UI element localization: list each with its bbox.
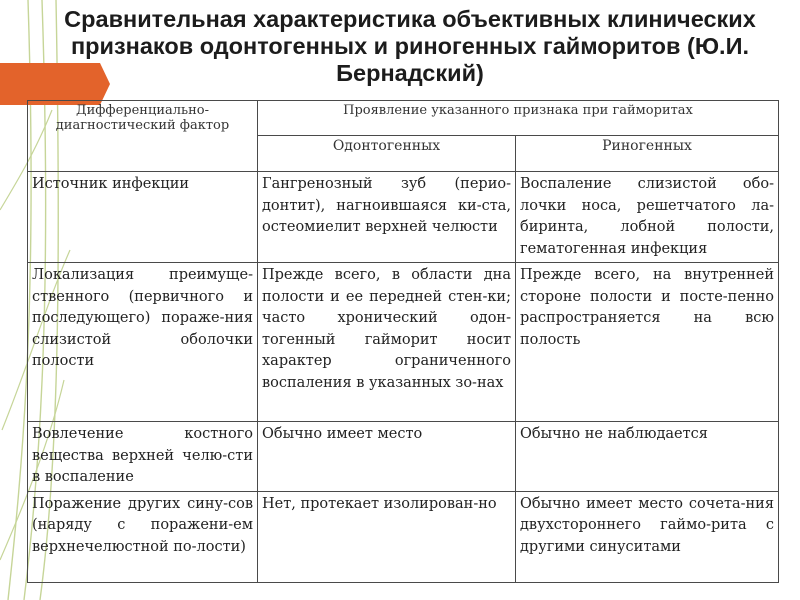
row-factor-cell: Вовлечение костного вещества верхней челю-сти в воспаление — [28, 422, 258, 492]
row-rhinogenic-cell: Обычно не наблюдается — [516, 422, 779, 492]
row-odontogenic-cell: Обычно имеет место — [258, 422, 516, 492]
table-row — [28, 172, 779, 263]
row-factor-cell: Поражение других сину-сов (наряду с поражени-ем верхнечелюстной по-лости) — [28, 491, 258, 582]
comparison-table — [27, 100, 779, 583]
comparison-table-container — [27, 100, 778, 583]
header-odontogenic: Одонтогенных — [258, 136, 516, 172]
row-odontogenic-cell: Прежде всего, в области дна полости и ее передней стен-ки; часто хронический одон-тогенный гайморит носит характер ограниченного воспаления в указанных зо-нах — [258, 263, 516, 422]
row-factor-cell: Локализация преимуще-ственного (первичного и последующего) пораже-ния слизистой оболочки полости — [28, 263, 258, 422]
row-odontogenic-cell: Нет, протекает изолирован-но — [258, 491, 516, 582]
row-odontogenic-cell: Гангренозный зуб (перио-донтит), нагноившаяся ки-ста, остеомиелит верхней челюсти — [258, 172, 516, 263]
header-factor: Дифференциально-диагностический фактор — [28, 101, 258, 172]
header-group: Проявление указанного признака при гайморитах — [258, 101, 779, 136]
table-row — [28, 422, 779, 492]
row-rhinogenic-cell: Воспаление слизистой обо-лочки носа, решетчатого ла-биринта, лобной полости, гематогенная инфекция — [516, 172, 779, 263]
row-rhinogenic-cell: Прежде всего, на внутренней стороне полости и посте-пенно распространяется на всю полость — [516, 263, 779, 422]
row-factor-cell: Источник инфекции — [28, 172, 258, 263]
slide-title: Сравнительная характеристика объективных клинических признаков одонтогенных и риногенных гайморитов (Ю.И. Бернадский) — [64, 6, 756, 86]
table-header-row — [28, 101, 779, 136]
header-rhinogenic: Риногенных — [516, 136, 779, 172]
row-rhinogenic-cell: Обычно имеет место сочета-ния двухстороннего гаймо-рита с другими синуситами — [516, 491, 779, 582]
table-row — [28, 263, 779, 422]
table-row — [28, 491, 779, 582]
